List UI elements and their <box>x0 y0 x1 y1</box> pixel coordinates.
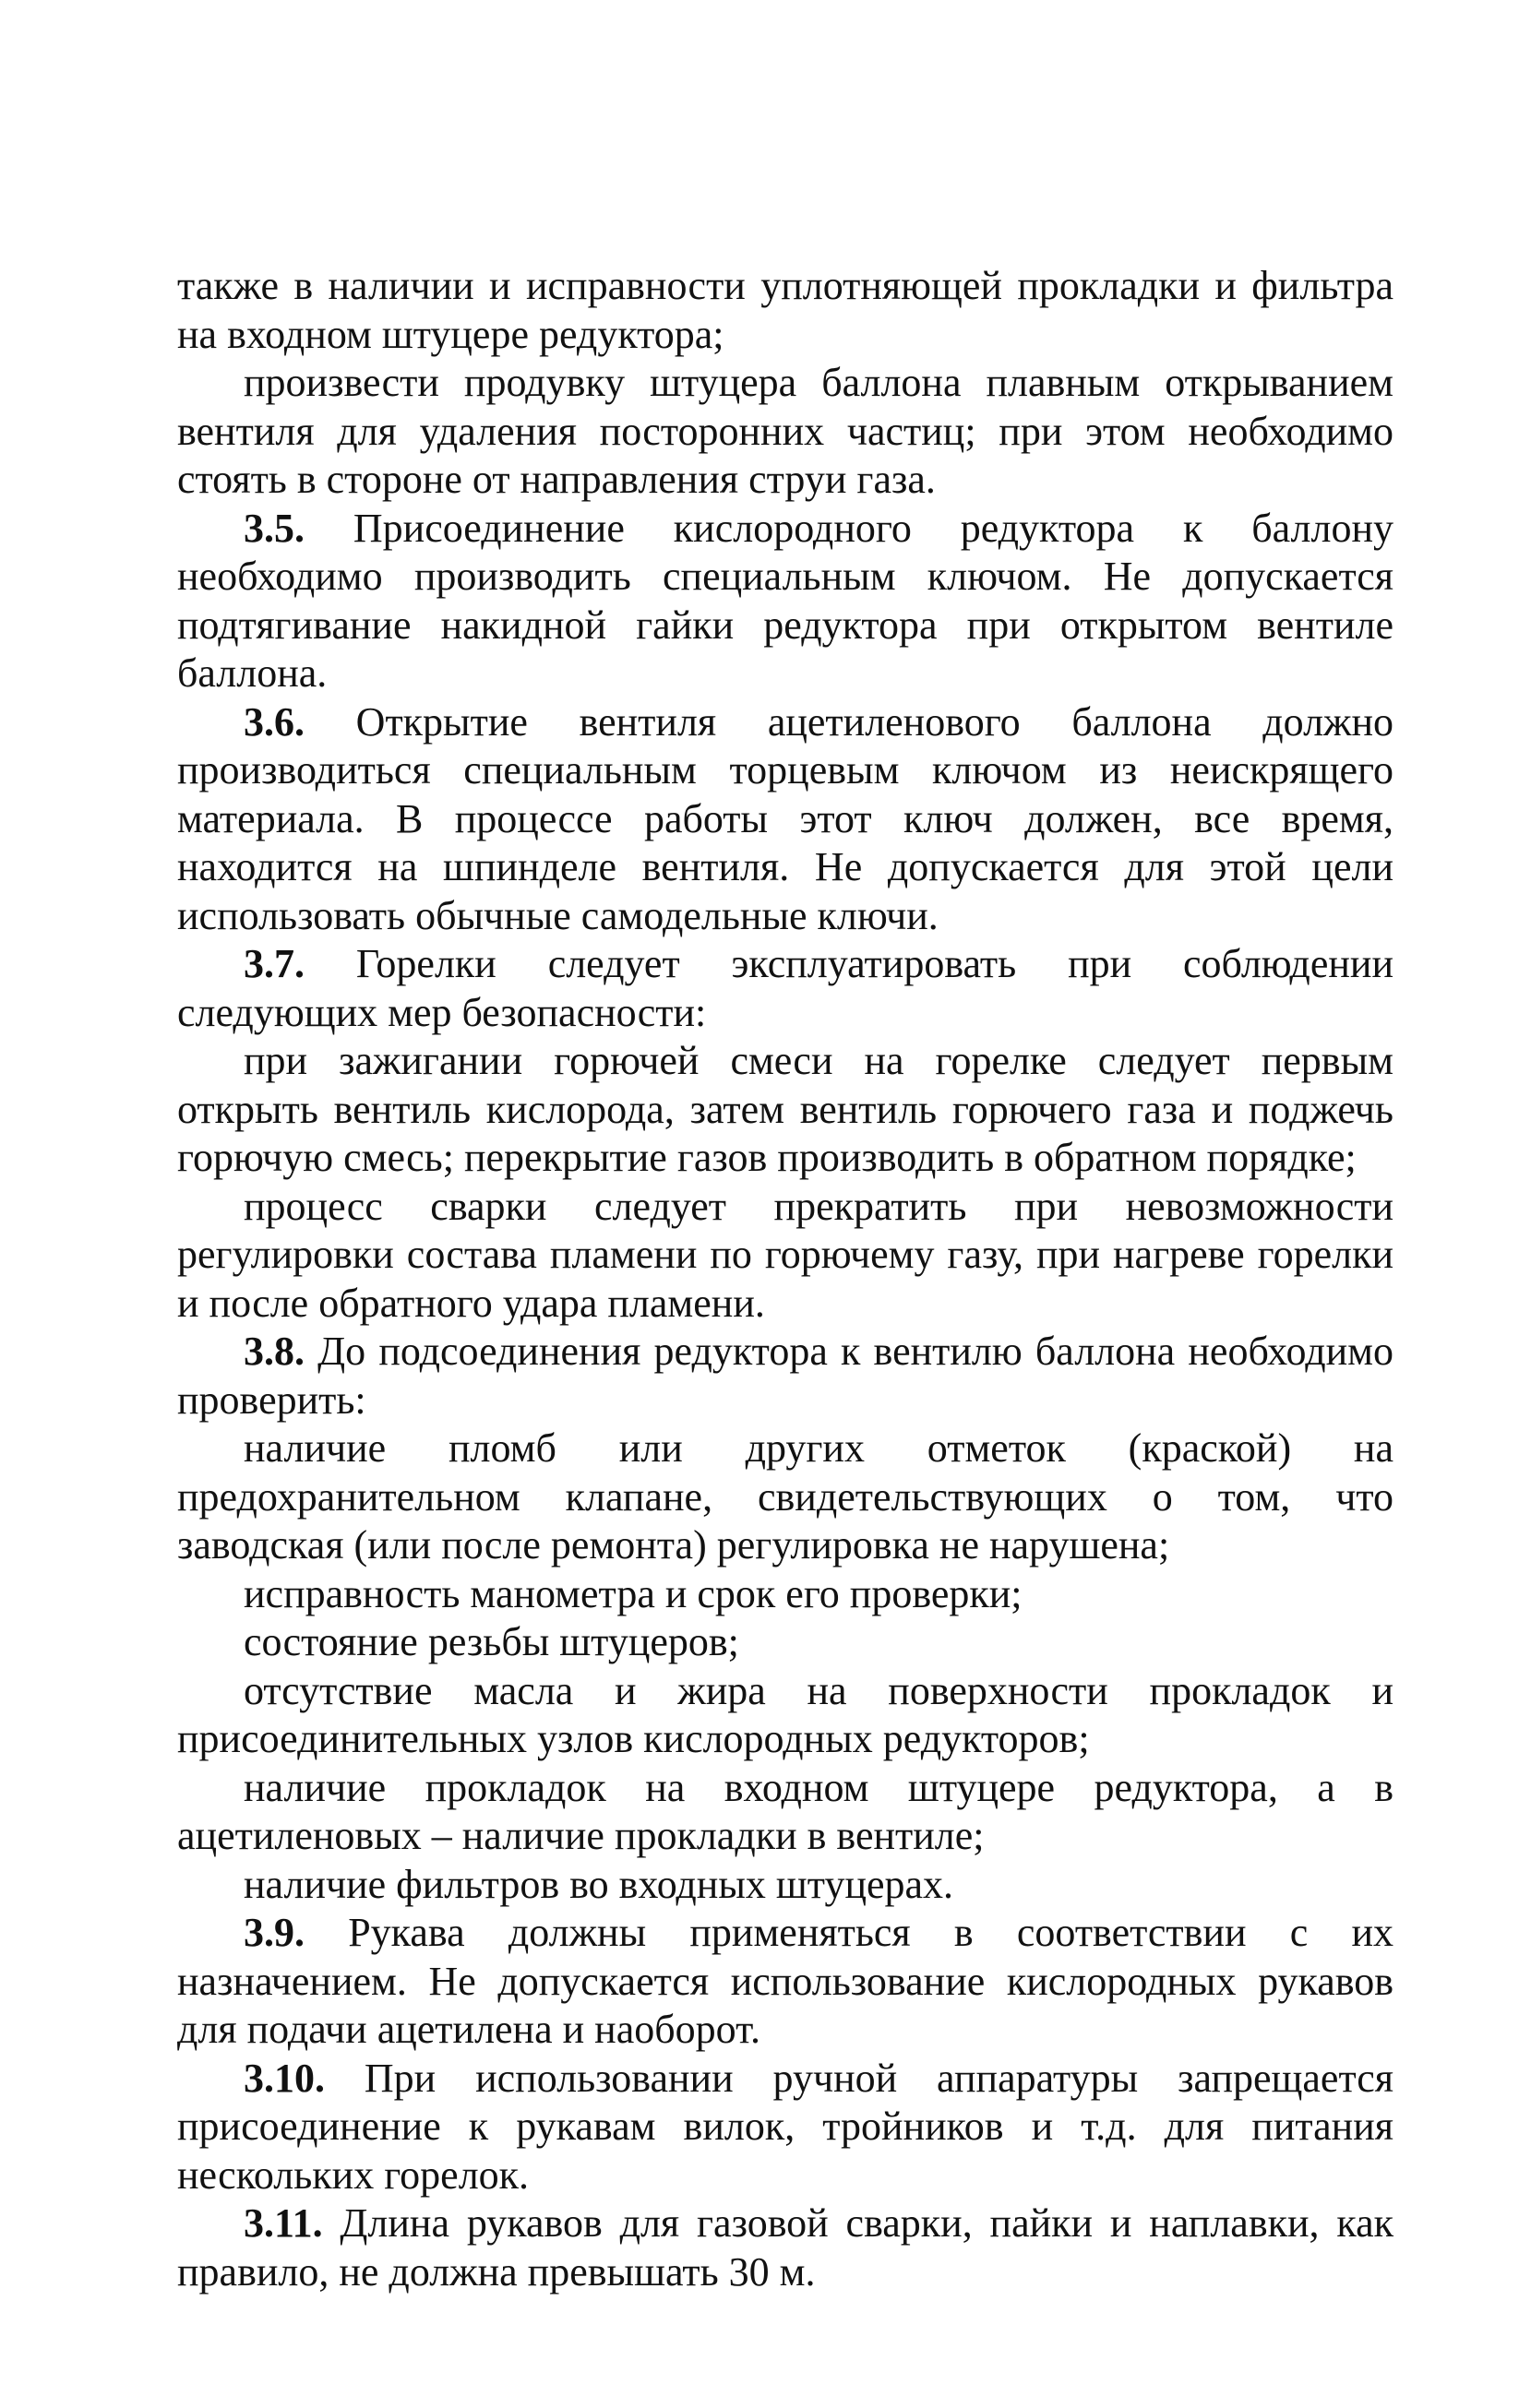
paragraph-text: Горелки следует эксплуатировать при соблюдении следующих мер безопасности: <box>177 941 1393 1035</box>
section-number: 3.11. <box>244 2200 323 2246</box>
paragraph-3-11 <box>177 2199 1393 2296</box>
paragraph-threads <box>177 1618 1393 1667</box>
paragraph-text: процесс сварки следует прекратить при невозможности регулировки состава пламени по горючему газу, при нагреве горелки и после обратного удара пламени. <box>177 1183 1393 1326</box>
section-number: 3.6. <box>244 698 305 745</box>
section-number: 3.10. <box>244 2055 325 2101</box>
paragraph-text: Длина рукавов для газовой сварки, пайки и наплавки, как правило, не должна превышать 30 м. <box>177 2200 1393 2295</box>
paragraph-text: До подсоединения редуктора к вентилю баллона необходимо проверить: <box>177 1329 1393 1423</box>
paragraph-manometer <box>177 1570 1393 1619</box>
section-number: 3.9. <box>244 1910 305 1955</box>
paragraph-text: При использовании ручной аппаратуры запрещается присоединение к рукавам вилок, тройников и т.д. для питания нескольких горелок. <box>177 2055 1393 2198</box>
paragraph-continuation <box>177 262 1393 359</box>
paragraph-ignition <box>177 1037 1393 1183</box>
paragraph-text: исправность манометра и срок его проверки; <box>244 1570 1023 1616</box>
paragraph-text: состояние резьбы штуцеров; <box>244 1619 739 1664</box>
paragraph-text: наличие прокладок на входном штуцере редуктора, а в ацетиленовых – наличие прокладки в вентиле; <box>177 1764 1393 1858</box>
paragraph-3-6 <box>177 698 1393 941</box>
paragraph-text: Рукава должны применяться в соответствии с их назначением. Не допускается использование кислородных рукавов для подачи ацетилена и наоборот. <box>177 1910 1393 2052</box>
paragraph-text: при зажигании горючей смеси на горелке следует первым открыть вентиль кислорода, затем вентиль горючего газа и поджечь горючую смесь; перекрытие газов производить в обратном порядке; <box>177 1038 1393 1180</box>
section-number: 3.5. <box>244 505 305 551</box>
paragraph-3-7 <box>177 940 1393 1037</box>
section-number: 3.8. <box>244 1329 305 1374</box>
paragraph-text: произвести продувку штуцера баллона плавным открыванием вентиля для удаления посторонних частиц; при этом необходимо стоять в стороне от направления струи газа. <box>177 360 1393 502</box>
paragraph-seals <box>177 1425 1393 1570</box>
paragraph-purge-fitting <box>177 359 1393 505</box>
paragraph-text: также в наличии и исправности уплотняющей прокладки и фильтра на входном штуцере редуктора; <box>177 263 1393 357</box>
paragraph-3-9 <box>177 1909 1393 2055</box>
paragraph-text: отсутствие масла и жира на поверхности прокладок и присоединительных узлов кислородных редукторов; <box>177 1667 1393 1761</box>
paragraph-3-10 <box>177 2055 1393 2200</box>
paragraph-filters <box>177 1861 1393 1910</box>
paragraph-text: Открытие вентиля ацетиленового баллона должно производиться специальным торцевым ключом из неискрящего материала. В процессе работы этот ключ должен, все время, находится на шпинделе вентиля. Не допускается для этой цели использовать обычные самодельные ключи. <box>177 698 1393 938</box>
document-page <box>177 262 1393 2296</box>
paragraph-text: наличие пломб или других отметок (краской) на предохранительном клапане, свидетельствующих о том, что заводская (или после ремонта) регулировка не нарушена; <box>177 1425 1393 1568</box>
paragraph-3-5 <box>177 505 1393 698</box>
paragraph-text: Присоединение кислородного редуктора к баллону необходимо производить специальным ключом. Не допускается подтягивание накидной гайки редуктора при открытом вентиле баллона. <box>177 505 1393 696</box>
paragraph-stop-welding <box>177 1183 1393 1329</box>
paragraph-oil <box>177 1667 1393 1764</box>
section-number: 3.7. <box>244 941 305 986</box>
paragraph-3-8 <box>177 1328 1393 1425</box>
paragraph-text: наличие фильтров во входных штуцерах. <box>244 1861 954 1907</box>
paragraph-gaskets <box>177 1764 1393 1861</box>
